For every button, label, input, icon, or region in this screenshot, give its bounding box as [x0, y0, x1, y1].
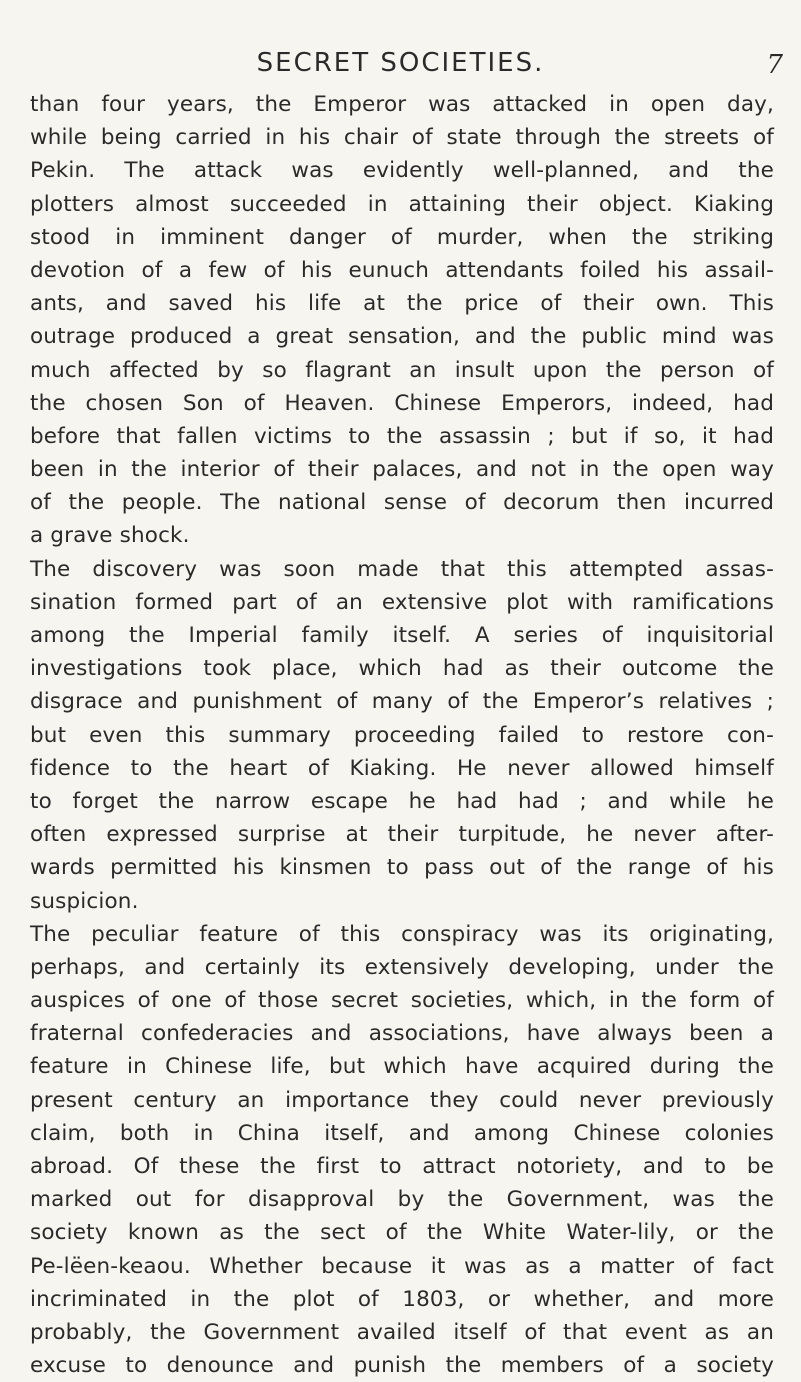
text-line: marked out for disapproval by the Government, was the: [30, 1187, 774, 1213]
text-line: abroad. Of these the first to attract notoriety, and to be: [30, 1154, 774, 1179]
text-line: probably, the Government availed itself of that event as an: [30, 1319, 774, 1345]
text-line: perhaps, and certainly its extensively developing, under the: [30, 954, 774, 980]
text-line: disgrace and punishment of many of the Emperor’s relatives ;: [30, 689, 774, 715]
text-line: the chosen Son of Heaven. Chinese Emperors, indeed, had: [30, 390, 774, 416]
text-line: devotion of a few of his eunuch attendants foiled his assail-: [30, 257, 774, 283]
text-line: than four years, the Emperor was attacked in open day,: [30, 92, 774, 117]
text-line: outrage produced a great sensation, and the public mind was: [30, 324, 774, 350]
text-line: auspices of one of those secret societies, which, in the form of: [30, 988, 774, 1014]
text-line: suspicion.: [30, 888, 139, 914]
text-line: much affected by so flagrant an insult upon the person of: [30, 357, 774, 383]
text-line: sination formed part of an extensive plot with ramifications: [30, 589, 774, 615]
text-line: fraternal confederacies and associations, have always been a: [30, 1021, 774, 1047]
text-line: among the Imperial family itself. A series of inquisitorial: [30, 623, 774, 648]
text-line: before that fallen victims to the assassin ; but if so, it had: [30, 423, 774, 449]
text-line: Pekin. The attack was evidently well-planned, and the: [30, 158, 774, 184]
text-line: The discovery was soon made that this attempted assas-: [30, 556, 774, 582]
text-line: feature in Chinese life, but which have acquired during the: [30, 1054, 774, 1080]
text-line: fidence to the heart of Kiaking. He never allowed himself: [30, 755, 774, 781]
text-line: been in the interior of their palaces, and not in the open way: [30, 457, 774, 483]
text-line: wards permitted his kinsmen to pass out of the range of his: [30, 855, 774, 881]
text-line: excuse to denounce and punish the members of a society: [30, 1353, 774, 1379]
text-line: society known as the sect of the White Water-lily, or the: [30, 1220, 774, 1246]
text-line: Pe-lëen-keaou. Whether because it was as a matter of fact: [30, 1253, 774, 1279]
text-line: of the people. The national sense of decorum then incurred: [30, 490, 774, 516]
running-title: SECRET SOCIETIES.: [256, 48, 545, 78]
page-number: 7: [766, 50, 783, 80]
text-line: plotters almost succeeded in attaining their object. Kiaking: [30, 191, 774, 217]
text-line: investigations took place, which had as their outcome the: [30, 656, 774, 682]
body-text: [30, 88, 774, 1382]
text-line: ants, and saved his life at the price of their own. This: [30, 291, 774, 317]
text-line: claim, both in China itself, and among Chinese colonies: [30, 1120, 774, 1146]
text-line: to forget the narrow escape he had had ; and while he: [30, 788, 774, 814]
text-line: stood in imminent danger of murder, when the striking: [30, 224, 774, 250]
running-header: [0, 48, 801, 88]
text-line: but even this summary proceeding failed to restore con-: [30, 722, 774, 748]
text-line: often expressed surprise at their turpitude, he never after-: [30, 822, 774, 848]
text-line: The peculiar feature of this conspiracy was its originating,: [30, 921, 774, 947]
text-line: while being carried in his chair of state through the streets of: [30, 125, 774, 151]
text-line: a grave shock.: [30, 523, 190, 549]
text-line: incriminated in the plot of 1803, or whether, and more: [30, 1286, 774, 1312]
text-line: present century an importance they could never previously: [30, 1087, 774, 1113]
